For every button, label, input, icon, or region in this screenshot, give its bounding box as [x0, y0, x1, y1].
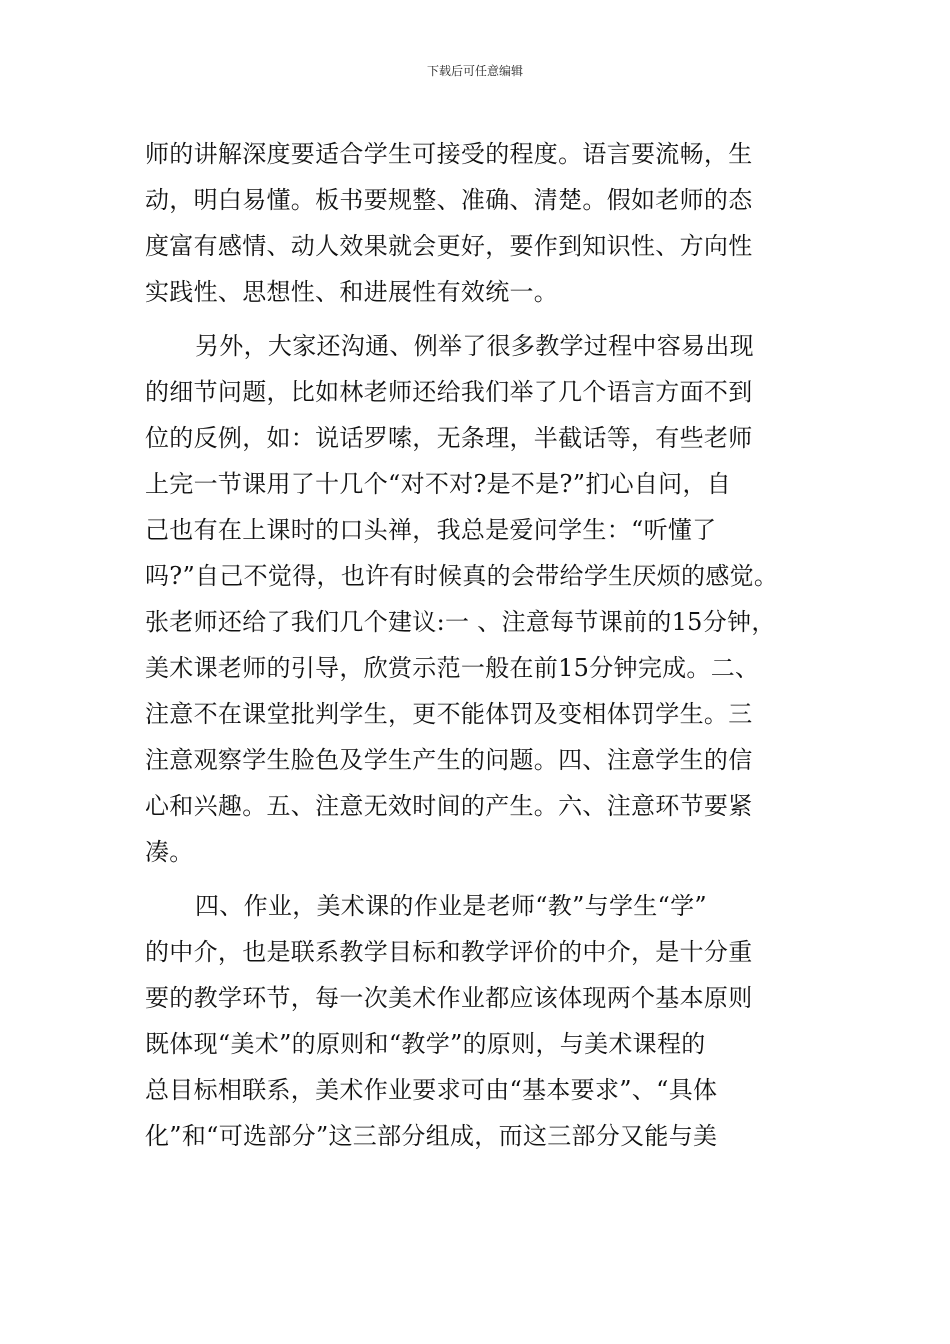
paragraph-gap: [145, 875, 810, 883]
text-line: 心和兴趣。五、注意无效时间的产生。六、注意环节要紧: [145, 792, 753, 820]
text-line: 四、作业，美术课的作业是老师“教”与学生“学”: [195, 892, 707, 920]
text-line: 动，明白易懂。板书要规整、准确、清楚。假如老师的态: [145, 186, 753, 214]
text-line: 注意不在课堂批判学生，更不能体罚及变相体罚学生。三: [145, 700, 753, 728]
text-line: 的中介，也是联系教学目标和教学评价的中介，是十分重: [145, 938, 753, 966]
text-line: 位的反例，如：说话罗嗦，无条理，半截话等，有些老师: [145, 424, 753, 452]
paragraph: [145, 131, 810, 315]
text-line: 上完一节课用了十几个“对不对?是不是?”扪心自问，自: [145, 470, 732, 498]
text-line: 要的教学环节，每一次美术作业都应该体现两个基本原则: [145, 984, 753, 1012]
paragraph: [145, 323, 810, 875]
page-header: 下载后可任意编辑: [426, 64, 523, 78]
document-body: [145, 131, 810, 1159]
text-line: 实践性、思想性、和进展性有效统一。: [145, 278, 559, 306]
text-line: 师的讲解深度要适合学生可接受的程度。语言要流畅，生: [145, 140, 753, 168]
paragraph: [145, 883, 810, 1159]
text-line: 己也有在上课时的口头禅，我总是爱问学生：“听懂了: [145, 516, 717, 544]
text-line: 美术课老师的引导，欣赏示范一般在前15分钟完成。二、: [145, 654, 760, 682]
paragraph-gap: [145, 315, 810, 323]
text-line: 注意观察学生脸色及学生产生的问题。四、注意学生的信: [145, 746, 753, 774]
text-line: 吗?”自己不觉得，也许有时候真的会带给学生厌烦的感觉。: [145, 562, 779, 590]
text-line: 的细节问题，比如林老师还给我们举了几个语言方面不到: [145, 378, 753, 406]
text-line: 另外，大家还沟通、例举了很多教学过程中容易出现: [195, 332, 754, 360]
text-line: 总目标相联系，美术作业要求可由“基本要求”、“具体: [145, 1076, 718, 1104]
text-line: 凑。: [145, 838, 194, 866]
text-line: 度富有感情、动人效果就会更好，要作到知识性、方向性: [145, 232, 753, 260]
text-line: 化”和“可选部分”这三部分组成，而这三部分又能与美: [145, 1122, 718, 1150]
text-line: 张老师还给了我们几个建议:一 、注意每节课前的15分钟，: [145, 608, 776, 636]
text-line: 既体现“美术”的原则和“教学”的原则，与美术课程的: [145, 1030, 706, 1058]
